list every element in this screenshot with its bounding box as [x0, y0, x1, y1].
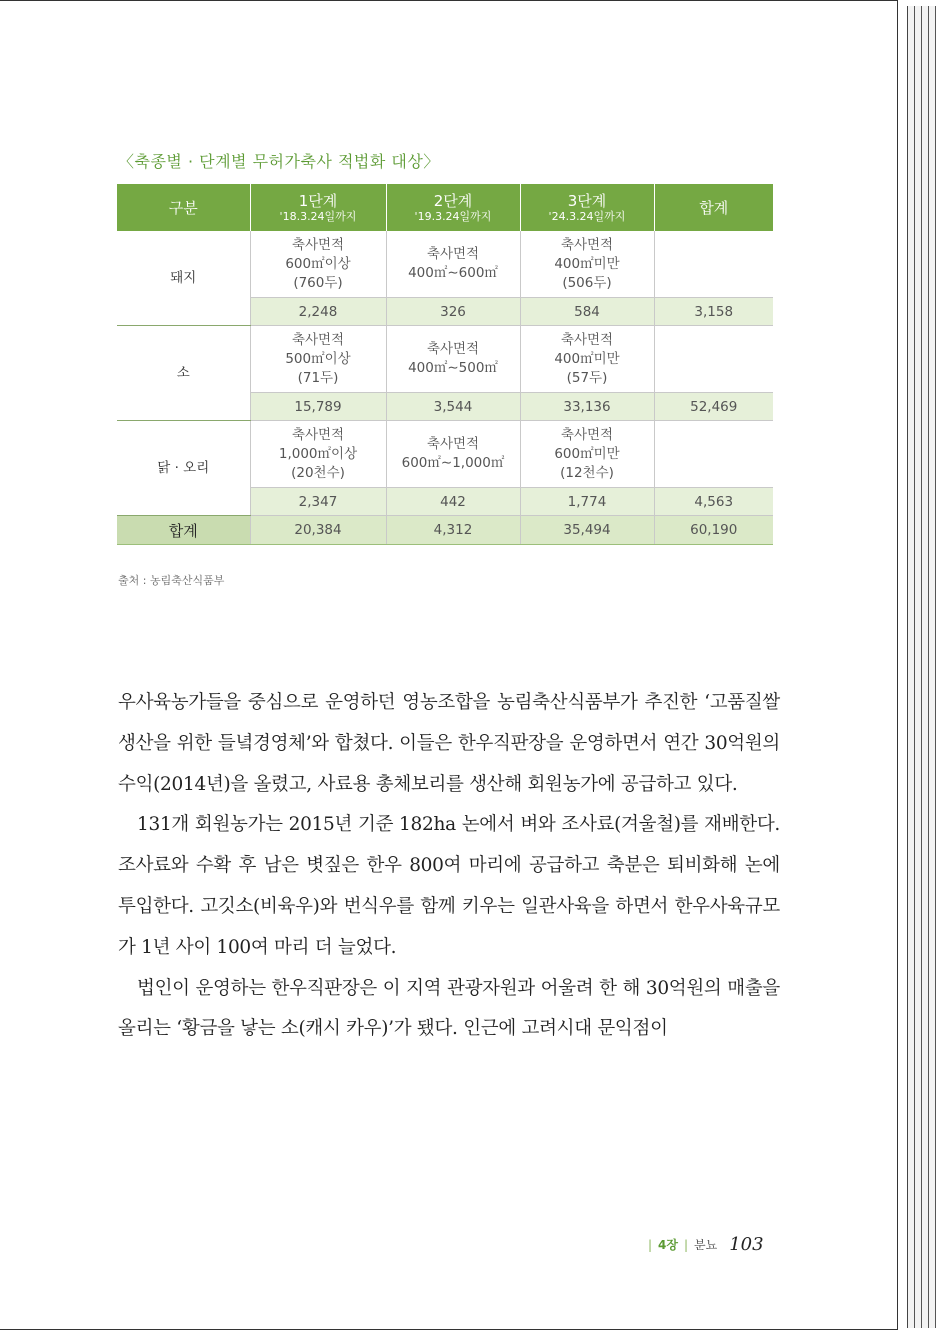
- table-cell: [654, 231, 773, 298]
- page-footer: | 4장 | 분뇨 103: [648, 1234, 764, 1255]
- table-cell: 584: [520, 298, 654, 326]
- table-cell: 2,248: [250, 298, 386, 326]
- table-source: 출처 : 농림축산식품부: [118, 574, 225, 587]
- table-cell: 축사면적 600㎡이상 (760두): [250, 231, 386, 298]
- table-cell: 33,136: [520, 393, 654, 421]
- table-cell: 60,190: [654, 516, 773, 545]
- table-cell: 35,494: [520, 516, 654, 545]
- table-cell: 2,347: [250, 488, 386, 516]
- chapter-label: 4장: [658, 1238, 678, 1252]
- page-number: 103: [729, 1234, 764, 1255]
- table-cell: 4,563: [654, 488, 773, 516]
- table-cell: 축사면적 400㎡미만 (57두): [520, 326, 654, 393]
- table-row: [117, 231, 773, 298]
- table-header-row: [117, 184, 773, 231]
- total-row: [117, 516, 773, 545]
- livestock-table: [117, 184, 773, 545]
- table-cell: [654, 421, 773, 488]
- paragraph: 법인이 운영하는 한우직판장은 이 지역 관광자원과 어울려 한 해 30억원의 매출을 올리는 ‘황금을 낳는 소(캐시 카우)’가 됐다. 인근에 고려시대 문익점이: [118, 977, 780, 1040]
- header-stage-2: 2단계 '19.3.24일까지: [386, 184, 520, 231]
- paragraph: 우사육농가들을 중심으로 운영하던 영농조합을 농림축산식품부가 추진한 ‘고품질쌀생산을 위한 들녘경영체’와 합쳤다. 이들은 한우직판장을 운영하면서 연간 30억원의 수익(2014년)을 올렸고, 사료용 총체보리를 생산해 회원농가에 공급하고 있다.: [118, 692, 780, 795]
- section-label: 분뇨: [694, 1238, 718, 1252]
- table-cell: 축사면적 600㎡∼1,000㎡: [386, 421, 520, 488]
- header-total: 합계: [654, 184, 773, 231]
- total-label: 합계: [117, 516, 250, 545]
- row-category: 돼지: [117, 231, 250, 326]
- paragraph: 131개 회원농가는 2015년 기준 182ha 논에서 벼와 조사료(겨울철)를 재배한다. 조사료와 수확 후 남은 볏짚은 한우 800여 마리에 공급하고 축분은 퇴비화해 논에 투입한다. 고깃소(비육우)와 번식우를 함께 키우는 일관사육을 하면서 한우사육규모가 1년 사이 100여 마리 더 늘었다.: [118, 814, 780, 958]
- table-row: [117, 421, 773, 488]
- table-row: [117, 326, 773, 393]
- header-stage-3: 3단계 '24.3.24일까지: [520, 184, 654, 231]
- page-stack-edge: [907, 6, 936, 1328]
- table-cell: 326: [386, 298, 520, 326]
- table-cell: 442: [386, 488, 520, 516]
- table-cell: 1,774: [520, 488, 654, 516]
- header-category: 구분: [117, 184, 250, 231]
- body-text: [118, 683, 780, 1050]
- table-cell: 20,384: [250, 516, 386, 545]
- table-caption: 〈축종별 · 단계별 무허가축사 적법화 대상〉: [118, 152, 440, 171]
- header-stage-1: 1단계 '18.3.24일까지: [250, 184, 386, 231]
- table-cell: 축사면적 400㎡∼600㎡: [386, 231, 520, 298]
- row-category: 닭 · 오리: [117, 421, 250, 516]
- table-cell: 15,789: [250, 393, 386, 421]
- table-cell: 축사면적 500㎡이상 (71두): [250, 326, 386, 393]
- table-cell: 축사면적 400㎡미만 (506두): [520, 231, 654, 298]
- table-cell: [654, 326, 773, 393]
- table-cell: 52,469: [654, 393, 773, 421]
- table-cell: 축사면적 600㎡미만 (12천수): [520, 421, 654, 488]
- table-cell: 축사면적 400㎡∼500㎡: [386, 326, 520, 393]
- table-cell: 축사면적 1,000㎡이상 (20천수): [250, 421, 386, 488]
- row-category: 소: [117, 326, 250, 421]
- table-cell: 3,544: [386, 393, 520, 421]
- table-cell: 4,312: [386, 516, 520, 545]
- table-cell: 3,158: [654, 298, 773, 326]
